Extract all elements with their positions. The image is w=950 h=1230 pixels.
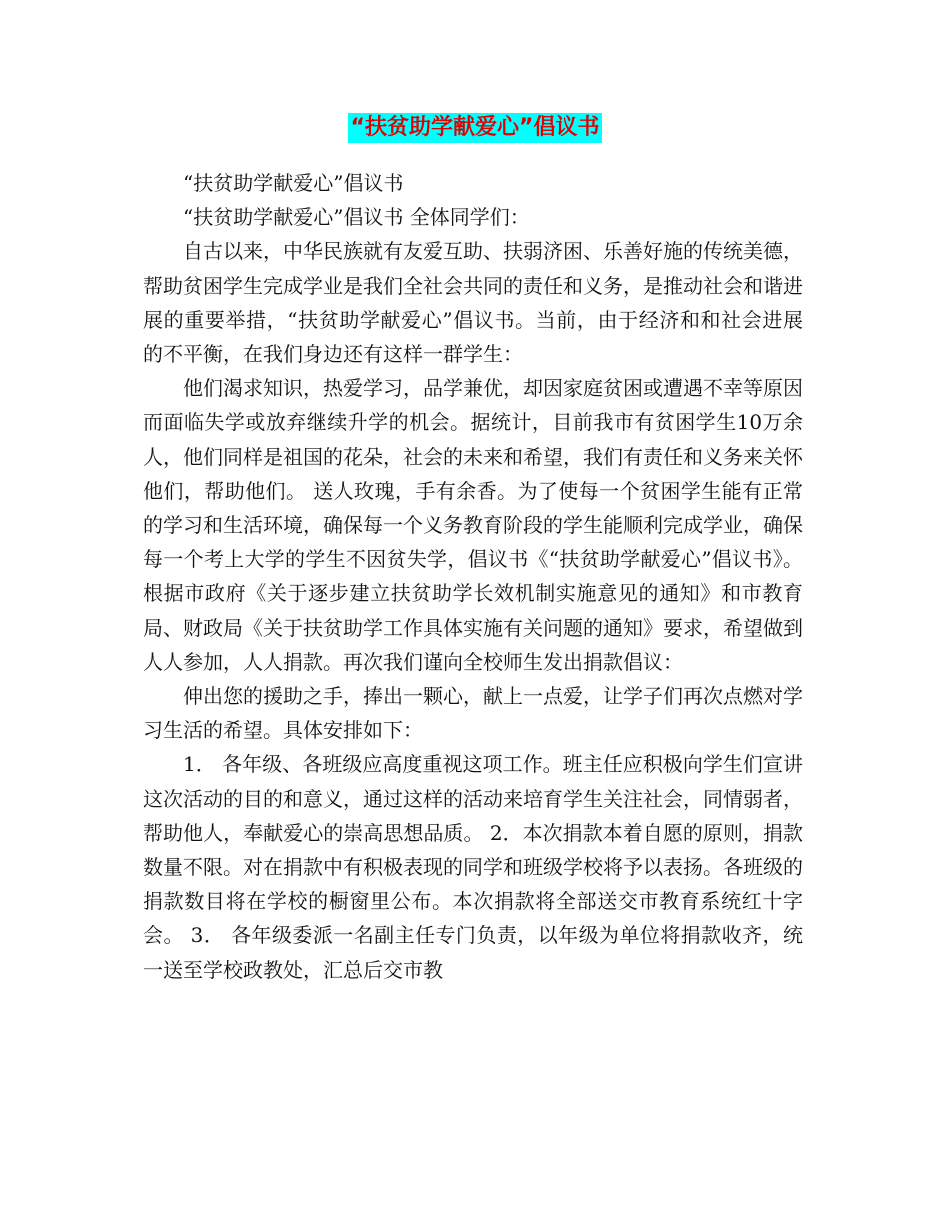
document-title: “扶贫助学献爱心”倡议书 bbox=[348, 113, 603, 143]
paragraph-intro: 自古以来，中华民族就有友爱互助、扶弱济困、乐善好施的传统美德，帮助贫困学生完成学业是我们全社会共同的责任和义务，是推动社会和谐进展的重要举措，“扶贫助学献爱心”倡议书。当前，由于经济和和社会进展的不平衡，在我们身边还有这样一群学生： bbox=[143, 239, 803, 367]
paragraph-heading-repeat: “扶贫助学献爱心”倡议书 bbox=[183, 171, 404, 195]
title-container bbox=[0, 113, 950, 143]
paragraph-situation: 他们渴求知识，热爱学习，品学兼优，却因家庭贫困或遭遇不幸等原因而面临失学或放弃继续升学的机会。据统计，目前我市有贫困学生10万余人，他们同样是祖国的花朵，社会的未来和希望，我们有责任和义务来关怀他们，帮助他们。 送人玫瑰，手有余香。为了使每一个贫困学生能有正常的学习和生活环境，确保每一个义务教育阶段的学生能顺利完成学业，确保每一个考上大学的学生不因贫失学，倡议书《“扶贫助学献爱心”倡议书》。根据市政府《关于逐步建立扶贫助学长效机制实施意见的通知》和市教育局、财政局《关于扶贫助学工作具体实施有关问题的通知》要求，希望做到人人参加，人人捐款。再次我们谨向全校师生发出捐款倡议： bbox=[143, 376, 803, 674]
paragraph-appeal: 伸出您的援助之手，捧出一颗心，献上一点爱，让学子们再次点燃对学习生活的希望。具体安排如下： bbox=[143, 684, 803, 743]
document-body bbox=[143, 166, 803, 987]
paragraph-arrangements: 1． 各年级、各班级应高度重视这项工作。班主任应积极向学生们宣讲这次活动的目的和意义，通过这样的活动来培育学生关注社会，同情弱者，帮助他人，奉献爱心的崇高思想品质。 2．本次捐款本着自愿的原则，捐款数量不限。对在捐款中有积极表现的同学和班级学校将予以表扬。各班级的捐款数目将在学校的橱窗里公布。本次捐款将全部送交市教育系统红十字会。 3． 各年级委派一名副主任专门负责，以年级为单位将捐款收齐，统一送至学校政教处，汇总后交市教 bbox=[143, 752, 803, 982]
paragraph-salutation: “扶贫助学献爱心”倡议书 全体同学们： bbox=[183, 205, 530, 230]
